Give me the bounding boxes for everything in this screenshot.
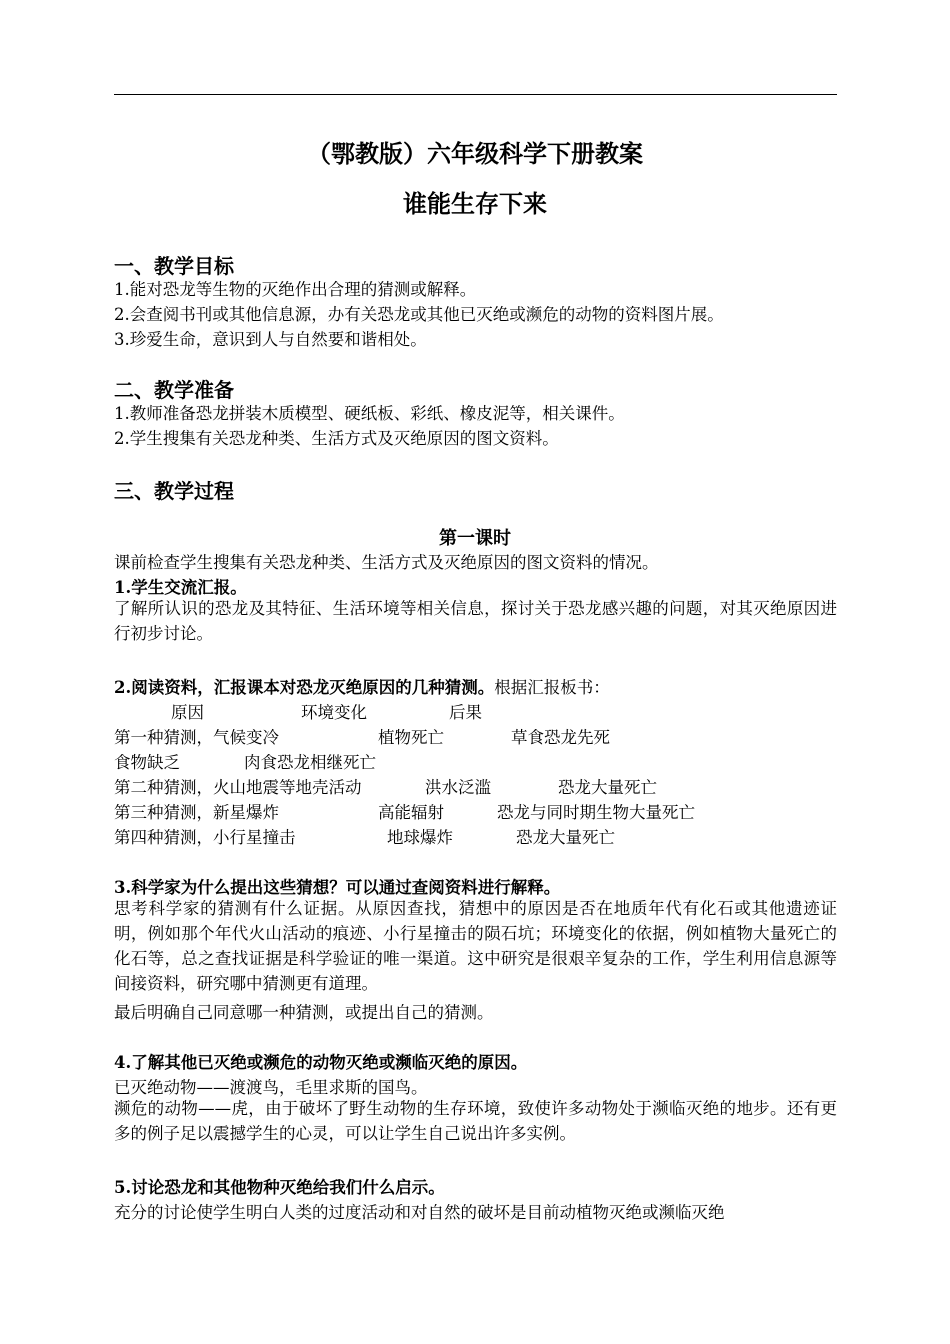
- step-title: 4.了解其他已灭绝或濒危的动物灭绝或濒临灭绝的原因。: [114, 1053, 528, 1072]
- table-header-cell: 原因: [171, 703, 204, 722]
- preparation-item: 1.教师准备恐龙拼装木质模型、硬纸板、彩纸、橡皮泥等，相关课件。: [114, 404, 625, 423]
- table-cell: 植物死亡: [378, 728, 444, 747]
- header-rule: [114, 94, 837, 95]
- table-header-cell: 环境变化: [301, 703, 367, 722]
- table-cell: 第四种猜测，小行星撞击: [114, 828, 296, 847]
- step-title-tail: 根据汇报板书：: [494, 678, 610, 697]
- section-heading-process: 三、教学过程: [114, 479, 234, 503]
- table-cell: 高能辐射: [378, 803, 444, 822]
- step-text: 了解所认识的恐龙及其特征、生活环境等相关信息，探讨关于恐龙感兴趣的问题，对其灭绝原因进行初步讨论。: [114, 599, 837, 643]
- document-title: （鄂教版）六年级科学下册教案: [307, 139, 643, 168]
- table-cell: 食物缺乏: [114, 753, 180, 772]
- step-title: 5.讨论恐龙和其他物种灭绝给我们什么启示。: [114, 1178, 445, 1197]
- step-title: 1.学生交流汇报。: [114, 578, 247, 597]
- table-cell: 第二种猜测，火山地震等地壳活动: [114, 778, 362, 797]
- objective-item: 1.能对恐龙等生物的灭绝作出合理的猜测或解释。: [114, 280, 477, 299]
- table-cell: 肉食恐龙相继死亡: [244, 753, 376, 772]
- table-cell: 第三种猜测，新星爆炸: [114, 803, 279, 822]
- lesson-intro: 课前检查学生搜集有关恐龙种类、生活方式及灭绝原因的图文资料的情况。: [114, 553, 659, 572]
- preparation-item: 2.学生搜集有关恐龙种类、生活方式及灭绝原因的图文资料。: [114, 429, 559, 448]
- table-cell: 恐龙大量死亡: [558, 778, 657, 797]
- step-title: 3.科学家为什么提出这些猜想？可以通过查阅资料进行解释。: [114, 878, 561, 897]
- step-title-line: [114, 674, 610, 698]
- step-title: 2.阅读资料，汇报课本对恐龙灭绝原因的几种猜测。: [114, 678, 495, 697]
- step-text: 已灭绝动物——渡渡鸟，毛里求斯的国鸟。: [114, 1078, 428, 1097]
- lesson-title: 第一课时: [439, 528, 511, 549]
- table-cell: 恐龙大量死亡: [516, 828, 615, 847]
- step-text: 思考科学家的猜测有什么证据。从原因查找，猜想中的原因是否在地质年代有化石或其他遗迹证明，例如那个年代火山活动的痕迹、小行星撞击的陨石坑；环境变化的依据，例如植物大量死亡的化石等，总之查找证据是科学验证的唯一渠道。这中研究是很艰辛复杂的工作，学生利用信息源等间接资料，研究哪中猜测更有道理。: [114, 899, 837, 993]
- document-subtitle: 谁能生存下来: [403, 189, 547, 218]
- table-header-cell: 后果: [449, 703, 482, 722]
- section-heading-objectives: 一、教学目标: [114, 254, 234, 278]
- step-text: 充分的讨论使学生明白人类的过度活动和对自然的破坏是目前动植物灭绝或濒临灭绝: [114, 1203, 725, 1222]
- step-text: 濒危的动物——虎，由于破坏了野生动物的生存环境，致使许多动物处于濒临灭绝的地步。还有更多的例子足以震撼学生的心灵，可以让学生自己说出许多实例。: [114, 1099, 837, 1143]
- table-cell: 第一种猜测，气候变冷: [114, 728, 279, 747]
- table-cell: 洪水泛滥: [425, 778, 491, 797]
- table-cell: 草食恐龙先死: [511, 728, 610, 747]
- step-text: 最后明确自己同意哪一种猜测，或提出自己的猜测。: [114, 1003, 494, 1022]
- table-cell: 地球爆炸: [387, 828, 453, 847]
- table-cell: 恐龙与同时期生物大量死亡: [497, 803, 695, 822]
- objective-item: 3.珍爱生命，意识到人与自然要和谐相处。: [114, 330, 427, 349]
- objective-item: 2.会查阅书刊或其他信息源，办有关恐龙或其他已灭绝或濒危的动物的资料图片展。: [114, 305, 724, 324]
- section-heading-preparation: 二、教学准备: [114, 378, 234, 402]
